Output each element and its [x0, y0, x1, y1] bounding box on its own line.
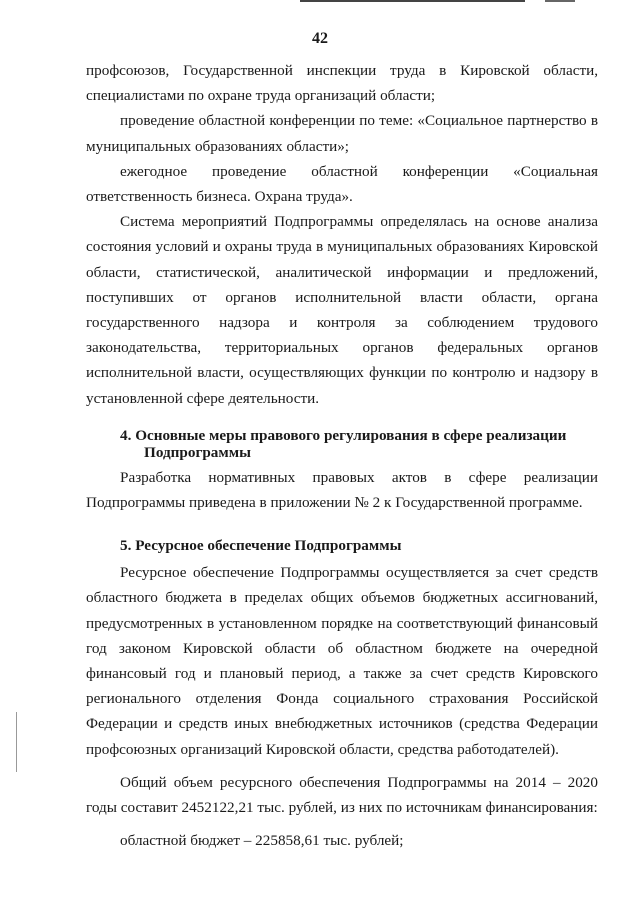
paragraph: проведение областной конференции по теме: «Социальное партнерство в муниципальных образованиях области»;	[86, 112, 598, 155]
paragraph: Разработка нормативных правовых актов в сфере реализации Подпрограммы приведена в приложении № 2 к Государственной программе.	[86, 468, 598, 512]
page-number: 42	[312, 30, 328, 47]
scan-artifact-line	[300, 0, 525, 2]
scan-artifact-line	[545, 0, 575, 2]
scan-margin-mark	[16, 712, 17, 772]
paragraph: Общий объем ресурсного обеспечения Подпрограммы на 2014 – 2020 годы составит 2452122,21 тыс. рублей, из них по источникам финансирования:	[86, 773, 598, 817]
document-body	[86, 58, 598, 853]
section-heading-4-line1: 4. Основные меры правового регулирования в сфере реализации	[120, 426, 567, 444]
section-heading-5: 5. Ресурсное обеспечение Подпрограммы	[120, 537, 402, 555]
paragraph: Ресурсное обеспечение Подпрограммы осуществляется за счет средств областного бюджета в пределах общих объемов бюджетных ассигнований, предусмотренных в установленном порядке на соответствующий финансовый год законом Кировской области об областном бюджете на очередной финансовый год и плановый период, а также за счет средств Кировского регионального отделения Фонда социального страхования Российской Федерации и средств иных внебюджетных источников (средства Федерации профсоюзных организаций Кировской области, средства работодателей).	[86, 564, 598, 758]
paragraph: профсоюзов, Государственной инспекции труда в Кировской области, специалистами по охране труда организаций области;	[86, 62, 598, 105]
paragraph: ежегодное проведение областной конференции «Социальная ответственность бизнеса. Охрана труда».	[86, 162, 598, 206]
paragraph: областной бюджет – 225858,61 тыс. рублей;	[120, 832, 404, 850]
section-heading-4-line2: Подпрограммы	[144, 443, 251, 461]
paragraph: Система мероприятий Подпрограммы определялась на основе анализа состояния условий и охраны труда в муниципальных образованиях Кировской области, статистической, аналитической информации и предложений, поступивших от органов исполнительной власти области, органа государственного надзора и контроля за соблюдением трудового законодательства, территориальных органов федеральных органов исполнительной власти, осуществляющих функции по контролю и надзору в установленной сфере деятельности.	[86, 213, 598, 407]
section-heading-4	[86, 427, 598, 461]
